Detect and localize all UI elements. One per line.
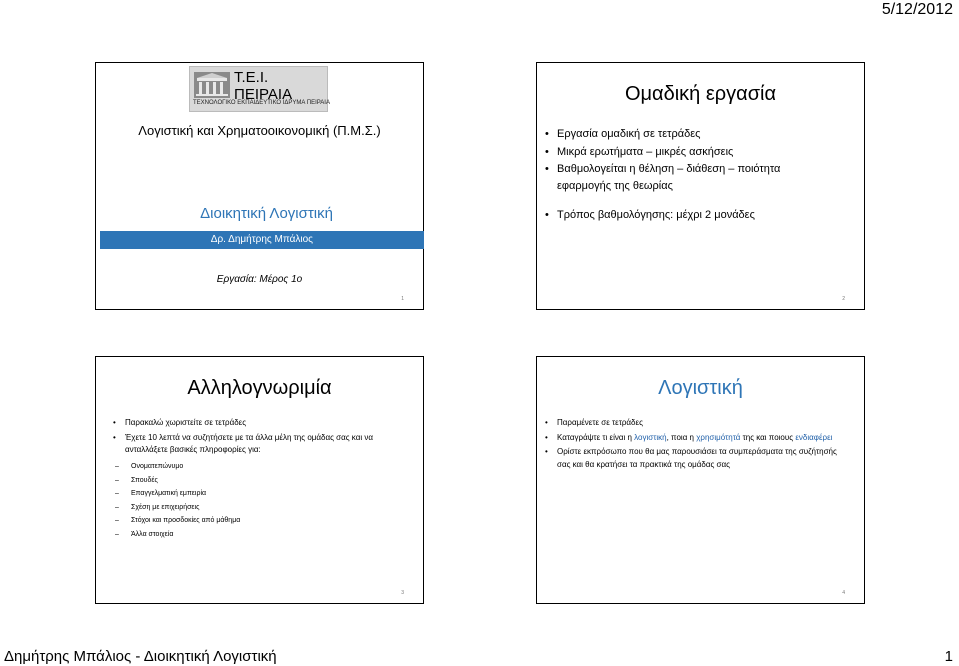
bullet-text: της και ποιους (740, 432, 796, 442)
slide-title: Λογιστική (658, 377, 743, 399)
sub-item: – Σπουδές (111, 474, 240, 488)
slide-number: 2 (842, 296, 845, 302)
bullet-item: • Εργασία ομαδική σε τετράδες (543, 125, 803, 143)
bullet-list (543, 417, 848, 471)
keyword-usefulness: χρησιμότητά (696, 432, 741, 442)
bullet-list (543, 125, 803, 224)
tei-piraeus-logo (189, 66, 328, 112)
slide-number: 3 (401, 590, 404, 596)
logo-title: Τ.Ε.Ι. ΠΕΙΡΑΙΑ (234, 69, 293, 103)
keyword-interest: ενδιαφέρει (795, 432, 833, 442)
bullet-item: • Μικρά ερωτήματα – μικρές ασκήσεις (543, 143, 803, 161)
sub-item: – Επαγγελματική εμπειρία (111, 487, 240, 501)
bullet-list (111, 417, 401, 456)
bullet-item (543, 432, 848, 445)
footer-author-course: Δημήτρης Μπάλιος - Διοικητική Λογιστική (4, 648, 277, 665)
lecturer-name: Δρ. Δημήτρης Μπάλιος (210, 234, 313, 245)
slide-subtitle: Εργασία: Μέρος 1ο (216, 274, 303, 285)
keyword-accounting: λογιστική (634, 432, 667, 442)
slide-number: 4 (842, 590, 845, 596)
slide-1 (95, 62, 424, 310)
sub-item: – Σχέση με επιχειρήσεις (111, 501, 240, 515)
program-name: Λογιστική και Χρηματοοικονομική (Π.Μ.Σ.) (138, 123, 381, 138)
logo-subtitle: ΤΕΧΝΟΛΟΓΙΚΟ ΕΚΠΑΙΔΕΥΤΙΚΟ ΙΔΡΥΜΑ ΠΕΙΡΑΙΑ (193, 100, 330, 106)
course-title: Διοικητική Λογιστική (200, 205, 333, 222)
bullet-item: • Ορίστε εκπρόσωπο που θα μας παρουσιάσει τα συμπεράσματα της συζήτησής σας και θα κρατήσει τα πρακτικά της ομάδας σας (543, 446, 848, 471)
slide-number: 1 (401, 296, 404, 302)
slide-2 (536, 62, 865, 310)
slide-3 (95, 356, 424, 604)
bullet-item: • Παρακαλώ χωριστείτε σε τετράδες (111, 417, 401, 429)
lecturer-bar (100, 231, 424, 249)
bullet-text: Καταγράψτε τι είναι η (557, 432, 635, 442)
sub-list (111, 460, 240, 541)
bullet-item: • Τρόπος βαθμολόγησης: μέχρι 2 μονάδες (543, 206, 803, 224)
print-date: 5/12/2012 (881, 1, 953, 18)
slide-title: Αλληλογνωριμία (187, 377, 332, 399)
bullet-item: • Έχετε 10 λεπτά να συζητήσετε με τα άλλα μέλη της ομάδας σας και να ανταλλάξετε βασικές πληροφορίες για: (111, 432, 401, 456)
building-icon (194, 72, 230, 98)
bullet-text: , ποια η (666, 432, 697, 442)
sub-item: – Ονοματεπώνυμο (111, 460, 240, 474)
slide-title: Ομαδική εργασία (624, 83, 777, 105)
slide-4 (536, 356, 865, 604)
sub-item: – Άλλα στοιχεία (111, 528, 240, 542)
bullet-item: • Παραμένετε σε τετράδες (543, 417, 848, 430)
page-number: 1 (944, 648, 953, 665)
bullet-item: • Βαθμολογείται η θέληση – διάθεση – ποιότητα εφαρμογής της θεωρίας (543, 161, 803, 195)
sub-item: – Στόχοι και προσδοκίες από μάθημα (111, 514, 240, 528)
